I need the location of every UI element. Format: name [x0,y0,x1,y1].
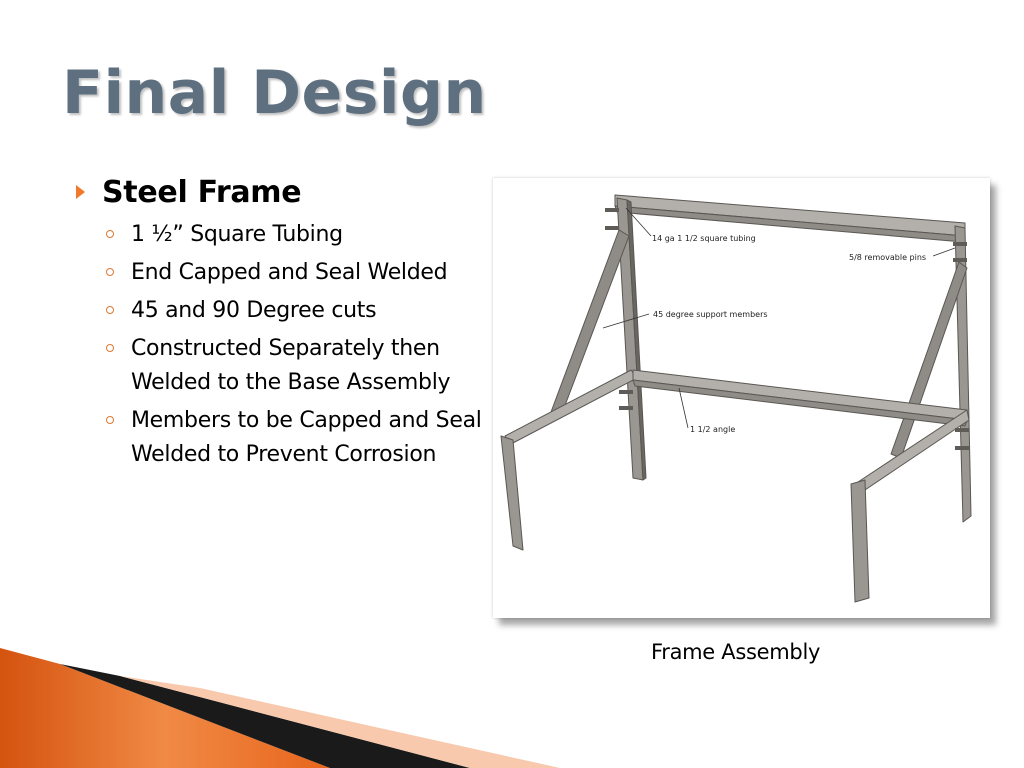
bullet-list [76,172,486,476]
sub-bullet [106,294,486,328]
sub-bullet [106,404,486,472]
corner-swoosh-decoration [0,630,1024,768]
sub-bullet [106,218,486,252]
annotation-tubing: 14 ga 1 1/2 square tubing [652,234,756,243]
sub-bullet-text: End Capped and Seal Welded [131,260,448,285]
main-bullet [76,172,486,212]
annotation-support: 45 degree support members [653,310,768,319]
slide-title: Final Design [62,58,487,128]
sub-bullet [106,256,486,290]
figure-caption: Frame Assembly [651,640,821,664]
ring-bullet-icon [106,344,114,352]
sub-bullet-text: 45 and 90 Degree cuts [131,298,377,323]
annotation-angle: 1 1/2 angle [690,425,736,434]
triangle-bullet-icon [76,185,85,199]
ring-bullet-icon [106,416,114,424]
sub-bullet-text: Constructed Separately then Welded to the Base Assembly [131,336,451,395]
main-bullet-label: Steel Frame [102,174,302,210]
ring-bullet-icon [106,230,114,238]
sub-bullet-text: Members to be Capped and Seal Welded to Prevent Corrosion [131,408,482,467]
ring-bullet-icon [106,268,114,276]
annotation-pins: 5/8 removable pins [849,253,927,262]
sub-bullet-list [76,218,486,472]
sub-bullet [106,332,486,400]
ring-bullet-icon [106,306,114,314]
sub-bullet-text: 1 ½” Square Tubing [131,222,343,247]
frame-drawing [493,178,990,618]
frame-assembly-figure [493,178,990,618]
